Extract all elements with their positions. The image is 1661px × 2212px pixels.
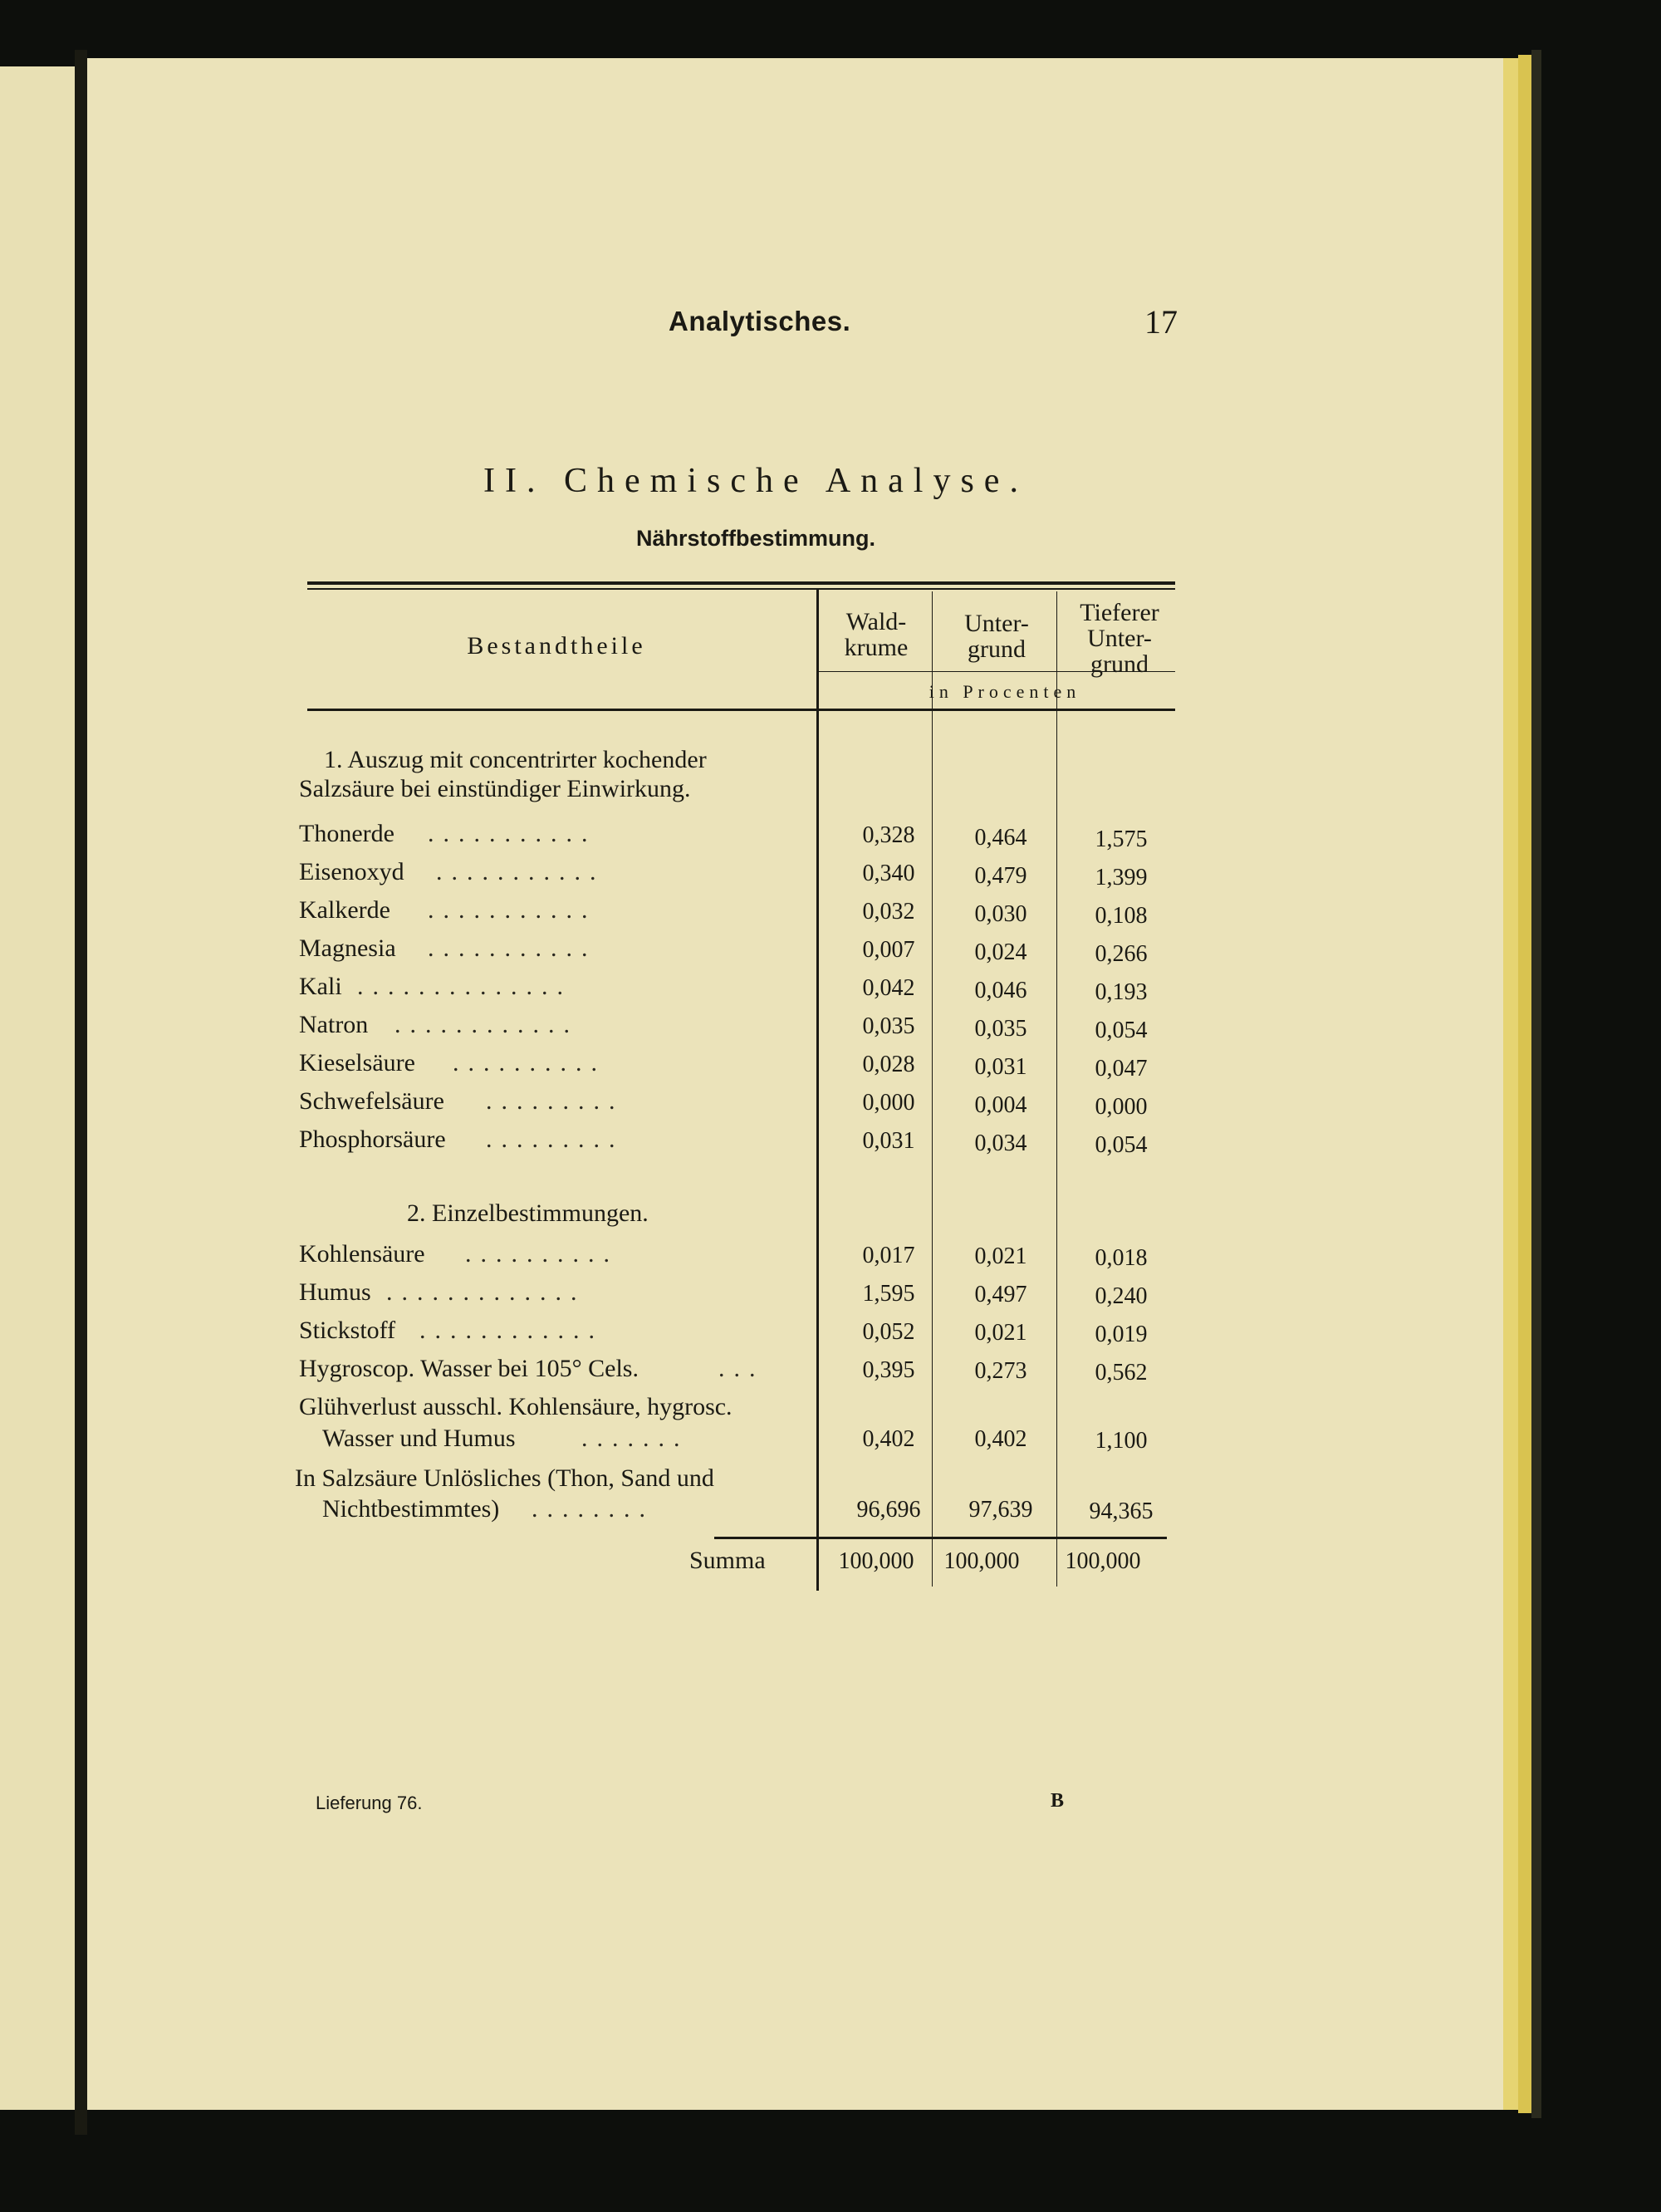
page [87, 58, 1503, 2110]
summa-waldkrume: 100,000 [838, 1548, 914, 1574]
page-edges-inner [1518, 55, 1531, 2113]
leader-dots: ......... [486, 1087, 625, 1115]
cell-untergrund: 0,273 [974, 1358, 1027, 1384]
cell-tieferer-untergrund: 0,019 [1095, 1322, 1148, 1347]
cell-tieferer-untergrund: 0,240 [1095, 1283, 1148, 1309]
table-top-rule-thick [307, 581, 1175, 585]
column-header-line: grund [1090, 650, 1149, 678]
cell-untergrund: 0,035 [974, 1016, 1027, 1042]
column-header-line: grund [968, 635, 1026, 663]
book-gutter [75, 50, 87, 2135]
summa-rule [714, 1537, 1167, 1539]
leader-dots: ........... [428, 934, 597, 962]
column-header-waldkrume [822, 609, 930, 660]
cell-tieferer-untergrund: 0,108 [1095, 903, 1148, 929]
unit-note: in Procenten [928, 681, 1081, 702]
leader-dots: ........... [436, 858, 605, 885]
cell-tieferer-untergrund: 1,575 [1095, 826, 1148, 852]
cell-tieferer-untergrund: 0,047 [1095, 1056, 1148, 1081]
row-label: Kohlensäure [299, 1240, 425, 1268]
leader-dots: ............. [386, 1278, 586, 1306]
row-label: Nichtbestimmtes) [322, 1495, 500, 1523]
cell-waldkrume: 96,696 [856, 1497, 921, 1523]
cell-untergrund: 0,021 [974, 1320, 1027, 1346]
cell-waldkrume: 0,031 [862, 1128, 915, 1154]
leader-dots: .............. [357, 973, 572, 1000]
column-header-untergrund [938, 611, 1055, 662]
table-top-rule-thin [307, 588, 1175, 590]
leader-dots: ............ [394, 1011, 579, 1038]
section1-heading: Salzsäure bei einstündiger Einwirkung. [299, 775, 691, 802]
header-bottom-rule [307, 709, 1175, 711]
cell-untergrund: 0,464 [974, 825, 1027, 851]
book-cover-edge [1531, 50, 1541, 2118]
cell-waldkrume: 0,328 [862, 822, 915, 848]
leader-dots: ......... [486, 1126, 625, 1153]
column-header-line: Unter- [964, 610, 1029, 637]
cell-untergrund: 97,639 [968, 1497, 1033, 1523]
column-header-bestandtheile: Bestandtheile [467, 632, 646, 660]
left-page-edge [0, 66, 77, 2110]
cell-waldkrume: 0,035 [862, 1013, 915, 1039]
row-label: Phosphorsäure [299, 1126, 446, 1153]
cell-untergrund: 0,004 [974, 1092, 1027, 1118]
section1-heading: 1. Auszug mit concentrirter kochender [324, 746, 707, 773]
cell-tieferer-untergrund: 0,000 [1095, 1094, 1148, 1120]
summa-label: Summa [689, 1547, 766, 1574]
summa-untergrund: 100,000 [943, 1548, 1020, 1574]
leader-dots: ........ [532, 1495, 654, 1523]
footer-signature: Lieferung 76. [316, 1793, 423, 1813]
row-label: Kali [299, 973, 342, 1000]
cell-tieferer-untergrund: 0,018 [1095, 1245, 1148, 1271]
column-header-line: Wald- [845, 608, 907, 635]
cell-tieferer-untergrund: 1,100 [1095, 1428, 1148, 1454]
footer-sheet-mark: B [1051, 1790, 1065, 1812]
cell-untergrund: 0,402 [974, 1426, 1027, 1452]
subtitle: Nährstoffbestimmung. [635, 526, 875, 551]
cell-waldkrume: 0,340 [862, 861, 915, 886]
row-label: Glühverlust ausschl. Kohlensäure, hygrosc. [299, 1393, 733, 1420]
cell-tieferer-untergrund: 0,266 [1095, 941, 1148, 967]
running-head: Analytisches. [669, 306, 851, 336]
row-label: Natron [299, 1011, 369, 1038]
cell-untergrund: 0,021 [974, 1243, 1027, 1269]
column-header-tieferer-untergrund [1061, 600, 1178, 677]
cell-waldkrume: 0,052 [862, 1319, 915, 1345]
row-label: Stickstoff [299, 1317, 396, 1344]
row-label: Eisenoxyd [299, 858, 404, 885]
row-label: Kalkerde [299, 896, 390, 924]
cell-tieferer-untergrund: 1,399 [1095, 865, 1148, 890]
cell-waldkrume: 0,007 [862, 937, 915, 963]
summa-tieferer-untergrund: 100,000 [1065, 1548, 1141, 1574]
cell-untergrund: 0,024 [974, 939, 1027, 965]
cell-tieferer-untergrund: 0,193 [1095, 979, 1148, 1005]
row-label: Wasser und Humus [322, 1425, 516, 1452]
column-header-line: Unter- [1087, 625, 1152, 652]
row-label: Schwefelsäure [299, 1087, 444, 1115]
row-label: Hygroscop. Wasser bei 105° Cels. [299, 1355, 639, 1382]
cell-waldkrume: 1,595 [862, 1281, 915, 1307]
column-header-line: krume [844, 634, 909, 661]
cell-untergrund: 0,034 [974, 1131, 1027, 1156]
leader-dots: .......... [453, 1049, 606, 1077]
row-label: Magnesia [299, 934, 396, 962]
row-label: Kieselsäure [299, 1049, 415, 1077]
column-header-line: Tieferer [1080, 599, 1159, 626]
cell-tieferer-untergrund: 0,562 [1095, 1360, 1148, 1386]
row-label: Humus [299, 1278, 371, 1306]
cell-waldkrume: 0,032 [862, 899, 915, 925]
cell-waldkrume: 0,042 [862, 975, 915, 1001]
leader-dots: ........... [428, 896, 597, 924]
leader-dots: ........... [428, 820, 597, 847]
cell-waldkrume: 0,028 [862, 1052, 915, 1077]
cell-untergrund: 0,046 [974, 978, 1027, 1003]
cell-waldkrume: 0,017 [862, 1243, 915, 1268]
cell-tieferer-untergrund: 0,054 [1095, 1018, 1148, 1043]
leader-dots: ............ [419, 1317, 604, 1344]
cell-waldkrume: 0,000 [862, 1090, 915, 1116]
page-number: 17 [1144, 303, 1178, 341]
section2-heading: 2. Einzelbestimmungen. [407, 1199, 649, 1227]
page-edges [1503, 58, 1518, 2110]
cell-tieferer-untergrund: 0,054 [1095, 1132, 1148, 1158]
leader-dots: .......... [465, 1240, 619, 1268]
leader-dots: ... [718, 1355, 765, 1382]
section-title: II. Chemische Analyse. [483, 462, 1028, 500]
column-divider-main [816, 590, 819, 1591]
cell-tieferer-untergrund: 94,365 [1089, 1498, 1154, 1524]
row-label: In Salzsäure Unlösliches (Thon, Sand und [295, 1464, 714, 1492]
cell-untergrund: 0,479 [974, 863, 1027, 889]
cell-untergrund: 0,030 [974, 901, 1027, 927]
leader-dots: ....... [581, 1425, 689, 1452]
cell-untergrund: 0,031 [974, 1054, 1027, 1080]
cell-untergrund: 0,497 [974, 1282, 1027, 1307]
row-label: Thonerde [299, 820, 394, 847]
cell-waldkrume: 0,402 [862, 1426, 915, 1452]
cell-waldkrume: 0,395 [862, 1357, 915, 1383]
